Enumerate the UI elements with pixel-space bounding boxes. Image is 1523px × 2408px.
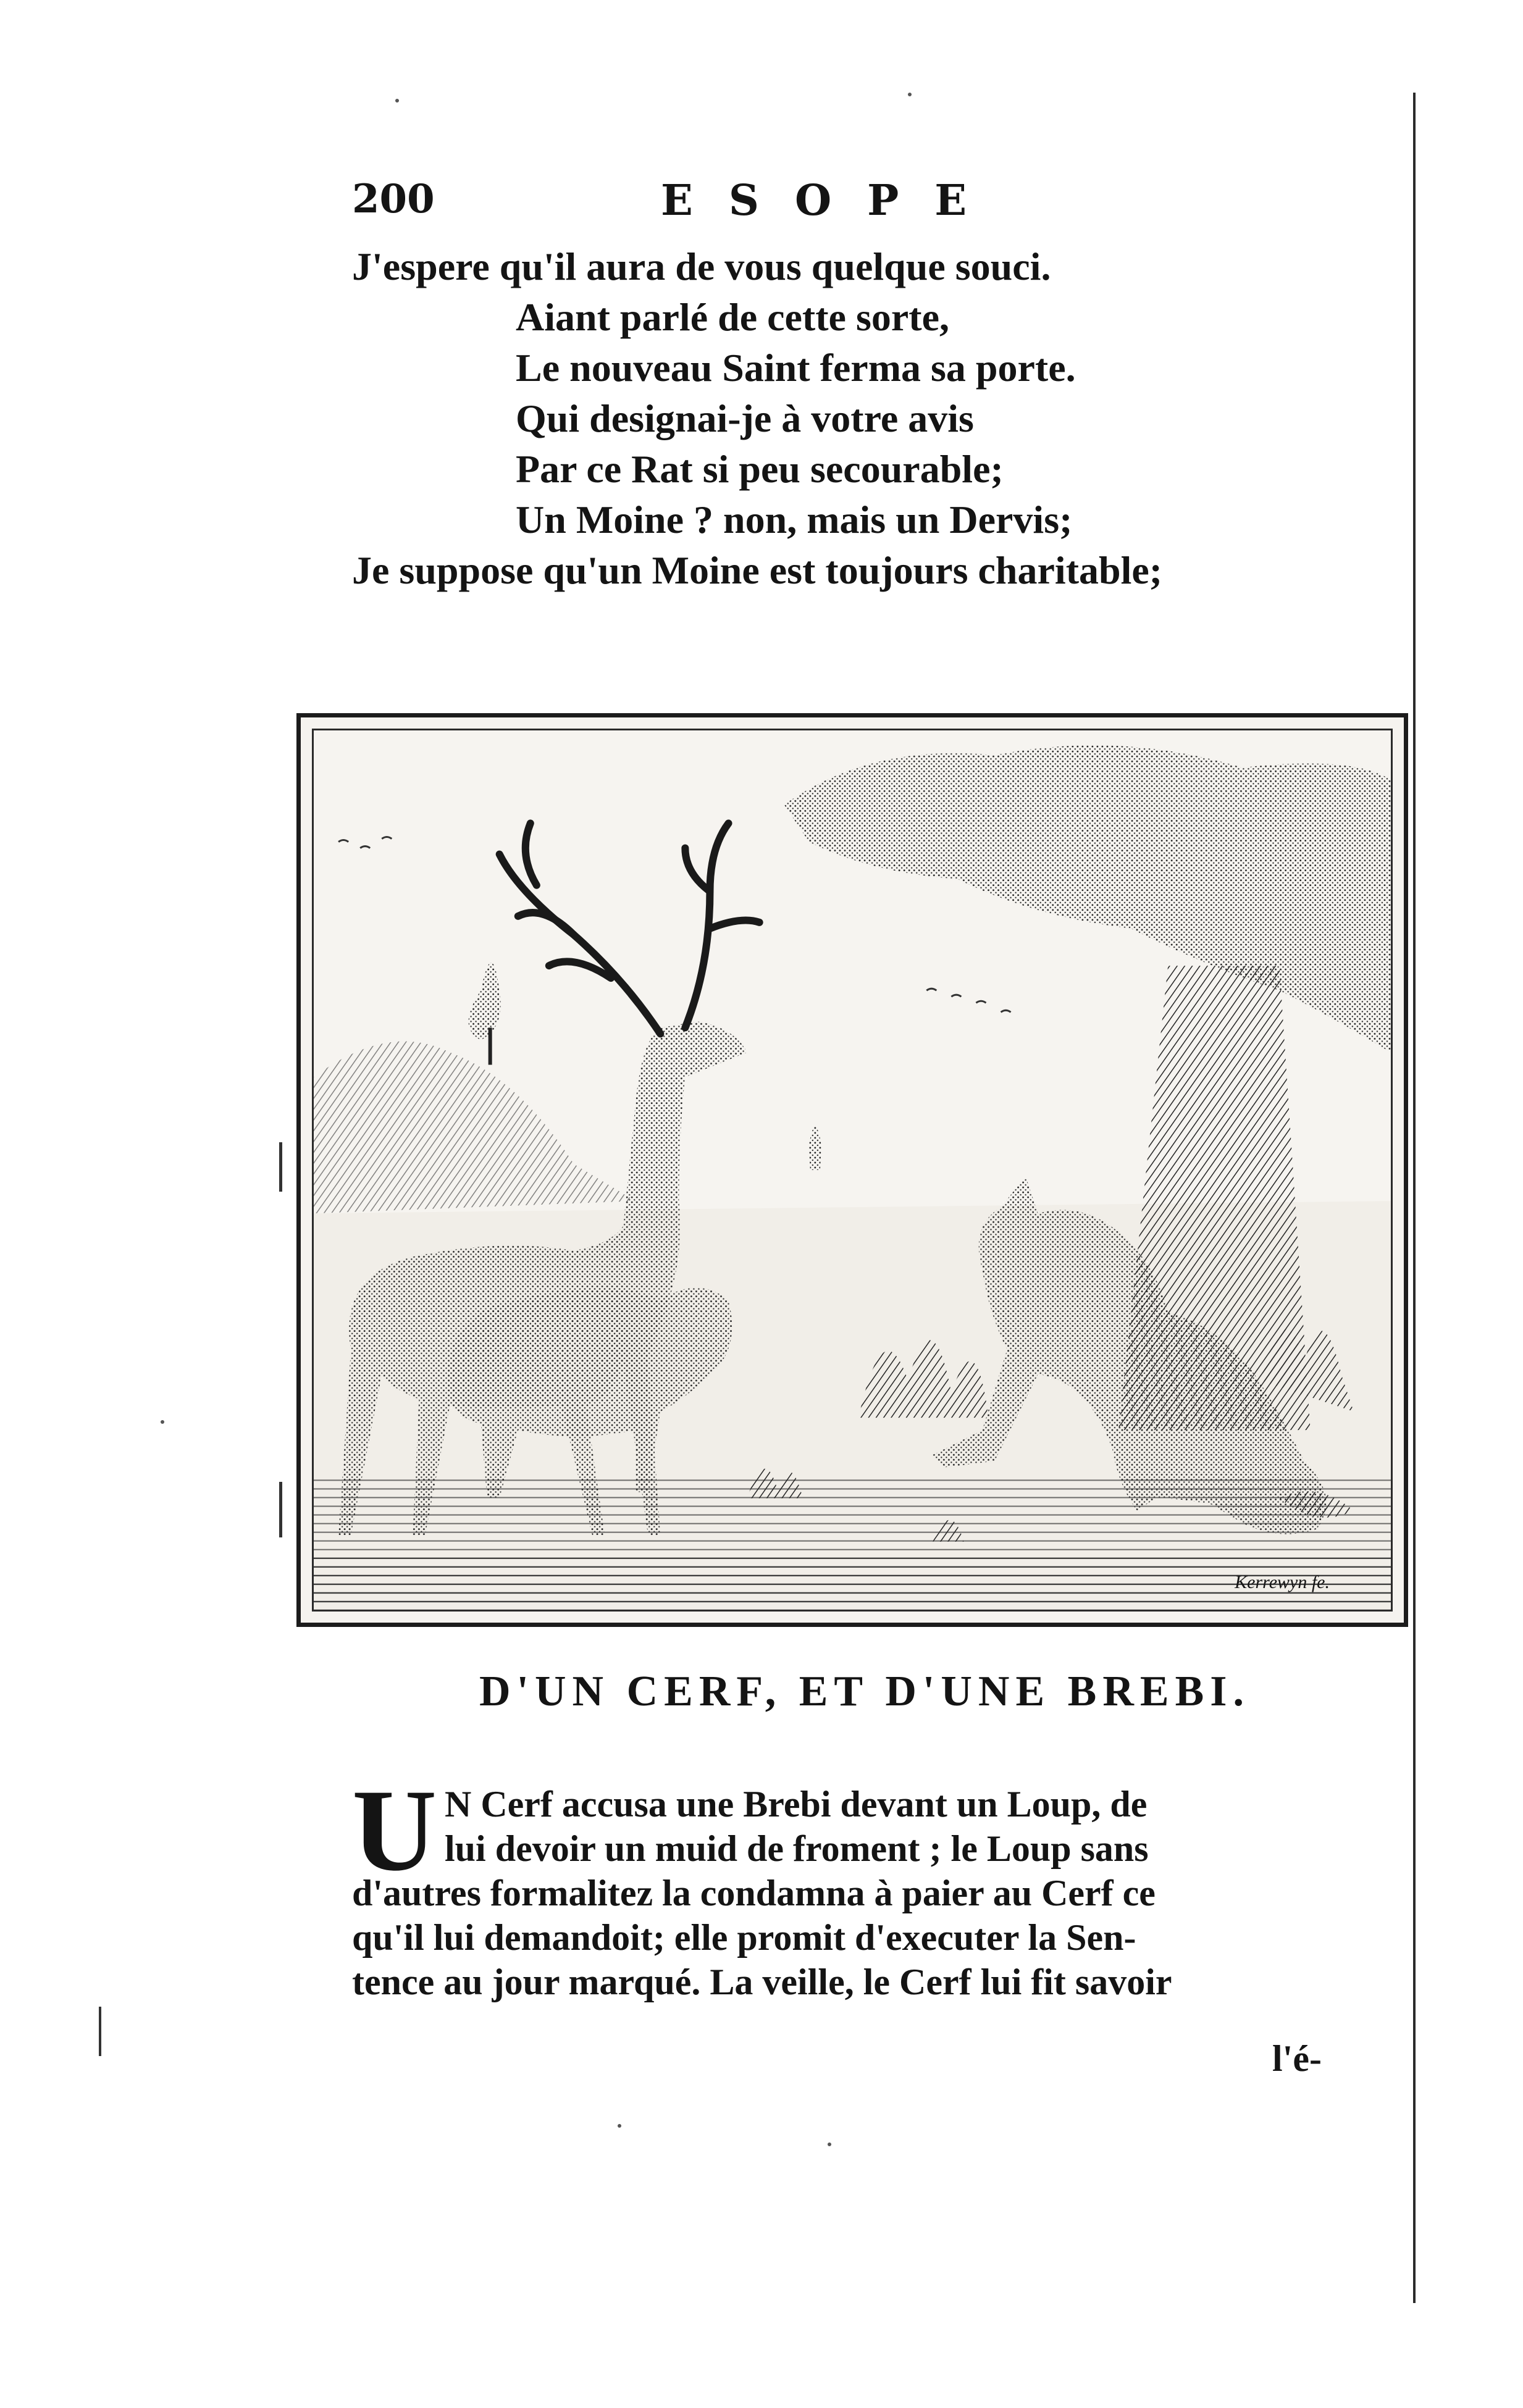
- prose-line: d'autres formalitez la condamna à paier au Cerf ce: [352, 1873, 1156, 1913]
- prose-line: tence au jour marqué. La veille, le Cerf lui fit savoir: [352, 1962, 1172, 2002]
- ink-speck: [395, 99, 399, 102]
- margin-mark: [99, 2007, 101, 2056]
- page-edge-line: [1413, 93, 1416, 2303]
- page-number: 200: [352, 176, 435, 222]
- ink-speck: [908, 93, 912, 96]
- catchword: l'é-: [1272, 2038, 1322, 2079]
- margin-mark: [279, 1482, 282, 1537]
- page-header: [352, 176, 1402, 244]
- verse-line: Aiant parlé de cette sorte,: [516, 295, 949, 339]
- prose-line: qu'il lui demandoit; elle promit d'executer la Sen-: [352, 1917, 1136, 1958]
- prose-line: N Cerf accusa une Brebi devant un Loup, de: [445, 1784, 1147, 1825]
- ink-speck: [161, 1420, 164, 1424]
- stag-sheep-wolf-engraving: [314, 730, 1391, 1610]
- engraving-illustration: [296, 713, 1408, 1627]
- engraving-frame: [312, 729, 1393, 1612]
- running-head: ESOPE: [661, 176, 1003, 225]
- engraver-signature: Kerrewyn fe.: [1235, 1572, 1330, 1592]
- margin-mark: [279, 1142, 282, 1192]
- verse-line: Le nouveau Saint ferma sa porte.: [516, 346, 1076, 390]
- ink-speck: [618, 2124, 621, 2128]
- verse-line: J'espere qu'il aura de vous quelque souci.: [352, 245, 1051, 288]
- verse-line: Je suppose qu'un Moine est toujours charitable;: [352, 548, 1163, 592]
- drop-cap: U: [352, 1766, 437, 1896]
- verse-line: Un Moine ? non, mais un Dervis;: [516, 498, 1073, 541]
- verse-line: Qui designai-je à votre avis: [516, 396, 974, 440]
- fable-title: D'UN CERF, ET D'UNE BREBI.: [479, 1668, 1250, 1715]
- ink-speck: [828, 2143, 831, 2146]
- prose-line: lui devoir un muid de froment ; le Loup sans: [445, 1828, 1149, 1869]
- verse-line: Par ce Rat si peu secourable;: [516, 447, 1004, 491]
